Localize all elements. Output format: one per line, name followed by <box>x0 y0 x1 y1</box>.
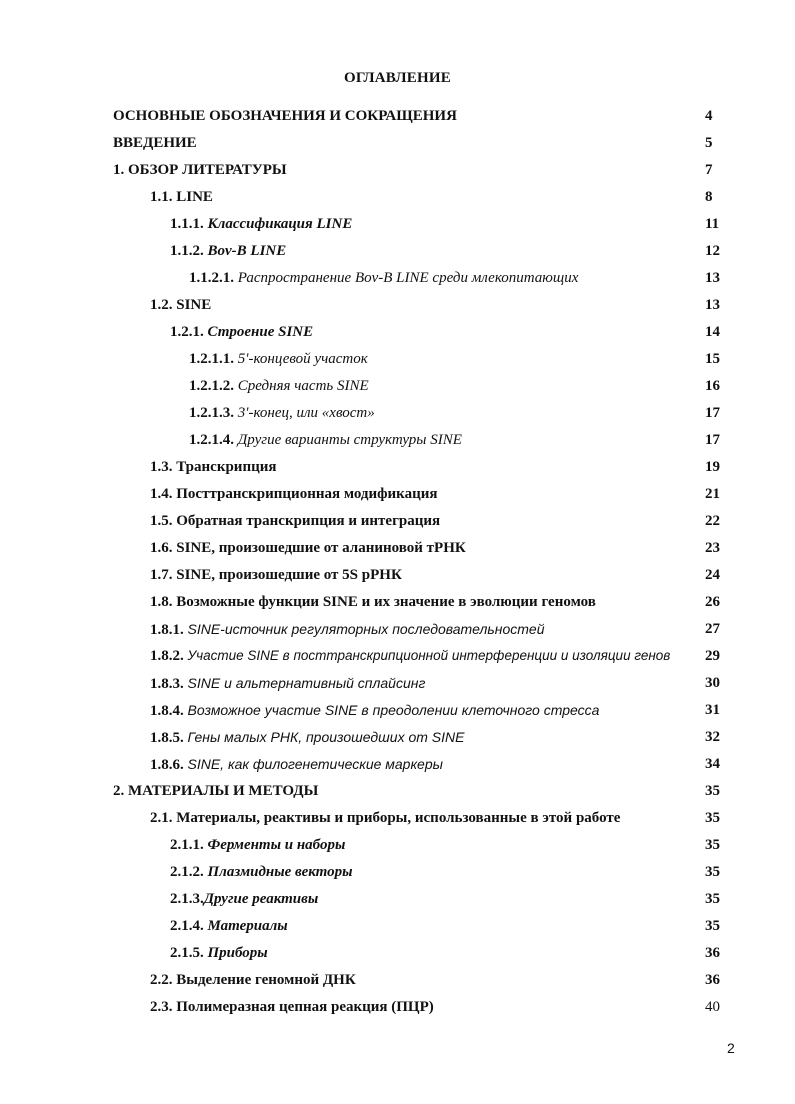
toc-entry-number: 1.8.2. <box>150 648 184 664</box>
toc-entry-text: SINE, произошедшие от 5S рРНК <box>176 567 402 583</box>
toc-entry[interactable] <box>0 321 795 343</box>
toc-entry[interactable] <box>0 888 795 910</box>
toc-entry-text: Классификация LINE <box>207 216 353 232</box>
toc-entry[interactable] <box>0 564 795 586</box>
toc-entry-number: 1.8.4. <box>150 703 184 719</box>
toc-entry-text: 5'-концевой участок <box>237 351 368 367</box>
toc-entry-page: 16 <box>705 378 720 394</box>
toc-entry-number: 1.2.1. <box>170 324 204 340</box>
toc-entry-text: SINE, произошедшие от аланиновой тРНК <box>176 540 466 556</box>
toc-entry-number: 1.8. <box>150 594 173 610</box>
toc-entry-number: 1.8.5. <box>150 730 184 746</box>
toc-entry-text: Полимеразная цепная реакция (ПЦР) <box>176 999 434 1015</box>
toc-entry[interactable] <box>0 105 795 127</box>
toc-entry[interactable] <box>0 699 795 721</box>
toc-entry[interactable] <box>0 591 795 613</box>
toc-entry-number: 1.4. <box>150 486 173 502</box>
toc-entry-page: 30 <box>705 675 720 691</box>
toc-entry-number: 1.2.1.2. <box>189 378 234 394</box>
toc-entry-text: Материалы, реактивы и приборы, использованные в этой работе <box>176 810 621 826</box>
toc-entry-page: 12 <box>705 243 720 259</box>
toc-entry-page: 35 <box>705 891 720 907</box>
toc-entry-page: 32 <box>705 729 720 745</box>
toc-entry[interactable] <box>0 213 795 235</box>
toc-entry-number: 1.3. <box>150 459 173 475</box>
toc-entry-page: 5 <box>705 135 713 151</box>
toc-entry-page: 24 <box>705 567 720 583</box>
toc-entry[interactable] <box>0 375 795 397</box>
toc-entry-page: 14 <box>705 324 720 340</box>
toc-entry-page: 15 <box>705 351 720 367</box>
toc-entry-number: 2.3. <box>150 999 173 1015</box>
toc-entry-number: 2.1.5. <box>170 945 204 961</box>
toc-entry[interactable] <box>0 186 795 208</box>
toc-entry[interactable] <box>0 267 795 289</box>
toc-entry-number: 2.1. <box>150 810 173 826</box>
toc-entry-text: 3'-конец, или «хвост» <box>237 405 375 421</box>
toc-entry-text: Возможное участие SINE в преодолении клеточного стресса <box>187 702 600 718</box>
toc-entry[interactable] <box>0 942 795 964</box>
toc-entry-page: 11 <box>705 216 720 232</box>
toc-entry[interactable] <box>0 753 795 775</box>
toc-entry-text: Другие варианты структуры SINE <box>237 432 462 448</box>
toc-entry-text: ОСНОВНЫЕ ОБОЗНАЧЕНИЯ И СОКРАЩЕНИЯ <box>113 108 457 124</box>
toc-entry-page: 34 <box>705 756 720 772</box>
toc-entry-text: Ферменты и наборы <box>207 837 346 853</box>
toc-entry-text: Средняя часть SINE <box>237 378 369 394</box>
toc-entry[interactable] <box>0 645 795 667</box>
toc-entry-page: 27 <box>705 621 720 637</box>
toc-entry-number: 2.1.1. <box>170 837 204 853</box>
toc-entry-text: SINE-источник регуляторных последовательностей <box>187 621 545 637</box>
toc-entry-text: Распространение Bov-B LINE среди млекопитающих <box>237 270 579 286</box>
toc-entry-page: 40 <box>705 999 720 1015</box>
toc-entry-page: 8 <box>705 189 713 205</box>
toc-entry[interactable] <box>0 672 795 694</box>
toc-entry-number: 2.2. <box>150 972 173 988</box>
toc-entry-number: 1.2.1.1. <box>189 351 234 367</box>
toc-entry[interactable] <box>0 294 795 316</box>
toc-entry-page: 36 <box>705 945 720 961</box>
toc-entry-page: 29 <box>705 648 720 664</box>
toc-entry[interactable] <box>0 807 795 829</box>
toc-entry-text: Другие реактивы <box>203 891 319 907</box>
toc-entry-page: 17 <box>705 432 720 448</box>
toc-entry-text: SINE, как филогенетические маркеры <box>187 756 443 772</box>
toc-entry-number: 1.1.2. <box>170 243 204 259</box>
toc-entry-page: 35 <box>705 864 720 880</box>
toc-entry[interactable] <box>0 402 795 424</box>
toc-entry-page: 23 <box>705 540 720 556</box>
toc-entry-page: 21 <box>705 486 720 502</box>
toc-entry[interactable] <box>0 618 795 640</box>
toc-entry[interactable] <box>0 915 795 937</box>
toc-entry-number: 2.1.3. <box>170 891 204 907</box>
toc-entry-text: Выделение геномной ДНК <box>176 972 356 988</box>
toc-entry-number: 1.6. <box>150 540 173 556</box>
toc-entry-text: SINE <box>176 297 212 313</box>
toc-entry-text: Приборы <box>207 945 268 961</box>
page-title: ОГЛАВЛЕНИЕ <box>344 70 451 86</box>
toc-entry-number: 2.1.4. <box>170 918 204 934</box>
toc-entry-page: 22 <box>705 513 720 529</box>
toc-entry-number: 1.1.1. <box>170 216 204 232</box>
toc-entry-page: 17 <box>705 405 720 421</box>
toc-entry[interactable] <box>0 132 795 154</box>
toc-entry-number: 1.8.1. <box>150 622 184 638</box>
toc-entry-page: 31 <box>705 702 720 718</box>
toc-entry[interactable] <box>0 456 795 478</box>
toc-entry-number: 1.2.1.4. <box>189 432 234 448</box>
toc-entry-number: 1. <box>113 162 125 178</box>
toc-entry-page: 19 <box>705 459 720 475</box>
toc-entry-text: МАТЕРИАЛЫ И МЕТОДЫ <box>128 783 319 799</box>
toc-entry-number: 1.8.6. <box>150 757 184 773</box>
toc-entry-text: Посттранскрипционная модификация <box>176 486 438 502</box>
toc-entry-number: 1.8.3. <box>150 676 184 692</box>
toc-entry-text: ОБЗОР ЛИТЕРАТУРЫ <box>128 162 287 178</box>
toc-entry-number: 1.5. <box>150 513 173 529</box>
toc-entry[interactable] <box>0 861 795 883</box>
toc-entry[interactable] <box>0 726 795 748</box>
toc-entry[interactable] <box>0 510 795 532</box>
toc-entry-number: 1.2.1.3. <box>189 405 234 421</box>
toc-entry-page: 35 <box>705 837 720 853</box>
toc-entry-text: Транскрипция <box>176 459 277 475</box>
toc-entry-page: 35 <box>705 783 720 799</box>
toc-entry[interactable] <box>0 348 795 370</box>
toc-entry[interactable] <box>0 537 795 559</box>
toc-entry-page: 13 <box>705 270 720 286</box>
toc-entry-number: 2. <box>113 783 125 799</box>
toc-entry-text: SINE и альтернативный сплайсинг <box>187 675 426 691</box>
toc-entry-text: ВВЕДЕНИЕ <box>113 135 197 151</box>
toc-entry-text: LINE <box>176 189 213 205</box>
toc-entry[interactable] <box>0 159 795 181</box>
toc-entry-page: 35 <box>705 918 720 934</box>
toc-entry-page: 13 <box>705 297 720 313</box>
toc-entry-number: 1.1.2.1. <box>189 270 234 286</box>
toc-entry-number: 1.7. <box>150 567 173 583</box>
toc-entry-text: Обратная транскрипция и интеграция <box>176 513 441 529</box>
toc-entry-text: Bov-B LINE <box>207 243 287 259</box>
toc-entry-number: 1.2. <box>150 297 173 313</box>
toc-entry-page: 7 <box>705 162 713 178</box>
toc-entry-number: 2.1.2. <box>170 864 204 880</box>
toc-entry[interactable] <box>0 429 795 451</box>
toc-entry-number: 1.1. <box>150 189 173 205</box>
toc-entry-text: Материалы <box>207 918 288 934</box>
toc-entry-page: 36 <box>705 972 720 988</box>
toc-entry-text: Плазмидные векторы <box>207 864 353 880</box>
toc-entry[interactable] <box>0 240 795 262</box>
toc-entry-page: 35 <box>705 810 720 826</box>
toc-entry[interactable] <box>0 483 795 505</box>
toc-entry[interactable] <box>0 780 795 802</box>
toc-entry-page: 26 <box>705 594 720 610</box>
toc-entry[interactable] <box>0 969 795 991</box>
toc-entry[interactable] <box>0 996 795 1018</box>
toc-entry-text: Строение SINE <box>207 324 314 340</box>
toc-entry-text: Возможные функции SINE и их значение в эволюции геномов <box>176 594 596 610</box>
page-number: 2 <box>727 1040 735 1056</box>
toc-entry-text: Участие SINE в посттранскрипционной интерференции и изоляции генов <box>187 648 671 663</box>
toc-entry[interactable] <box>0 834 795 856</box>
toc-entry-text: Гены малых РНК, произошедших от SINE <box>187 729 465 745</box>
toc-entry-page: 4 <box>705 108 713 124</box>
